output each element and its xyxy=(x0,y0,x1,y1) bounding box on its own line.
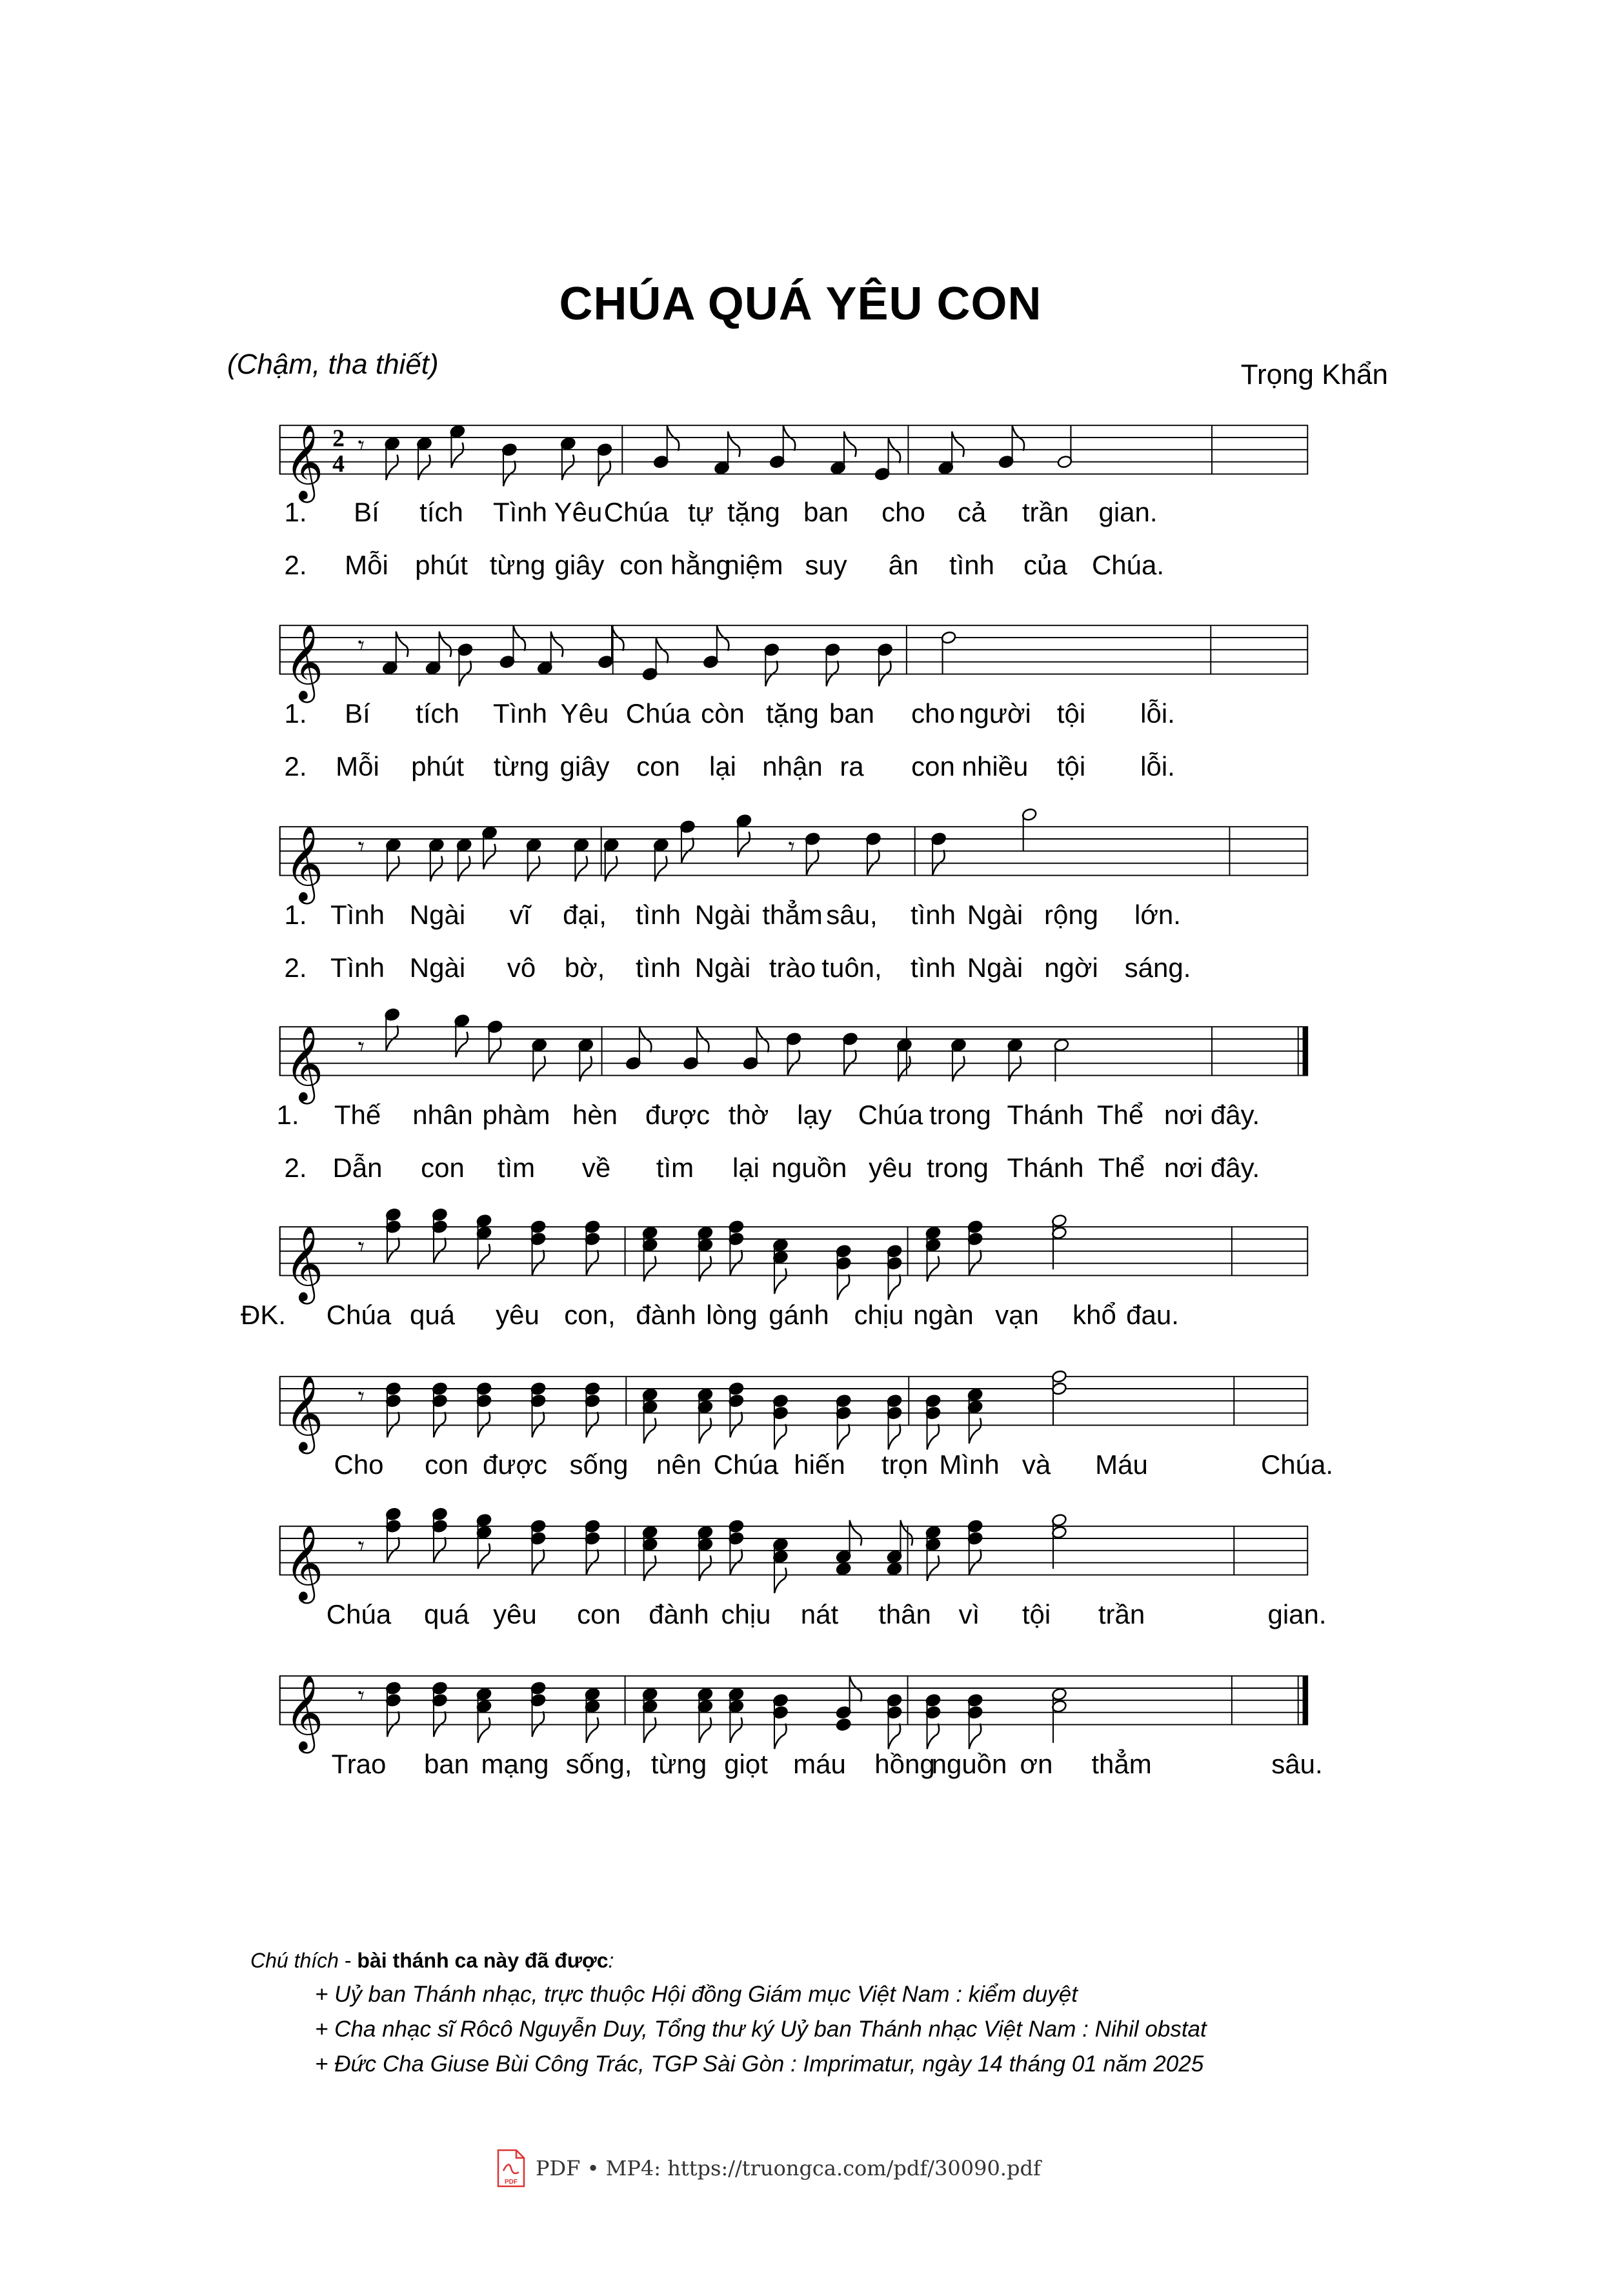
note-flag xyxy=(562,455,574,480)
treble-clef-icon: 𝄞 xyxy=(285,1674,324,1750)
note-item: + Cha nhạc sĩ Rôcô Nguyễn Duy, Tổng thư ký Uỷ ban Thánh nhạc Việt Nam : Nihil obstat xyxy=(315,2017,1207,2042)
lyric-syllable: trọn xyxy=(881,1449,929,1480)
lyric-syllable: người xyxy=(959,698,1031,729)
lyric-syllable: lạy xyxy=(797,1100,832,1130)
lyric-syllable: con xyxy=(619,550,663,580)
lyric-syllable: tặng xyxy=(766,698,819,729)
note-flag xyxy=(644,1717,656,1742)
note-flag xyxy=(927,1724,940,1749)
tempo-marking: (Chậm, tha thiết) xyxy=(227,348,439,380)
harmony-note xyxy=(836,1562,852,1576)
lyric-syllable: Chúa xyxy=(603,497,669,527)
lyric-syllable: của xyxy=(1023,550,1067,580)
lyric-syllable: tội xyxy=(1022,1599,1051,1629)
lyric-syllable: Bí xyxy=(354,497,379,527)
song-title: CHÚA QUÁ YÊU CON xyxy=(559,278,1042,330)
lyric-syllable: thờ xyxy=(728,1100,769,1130)
lyric-syllable: đành xyxy=(636,1300,696,1330)
note-flag xyxy=(699,1418,711,1443)
lyric-syllable: đây. xyxy=(1210,1100,1260,1130)
staff xyxy=(194,808,1394,901)
note-flag xyxy=(605,856,618,881)
lyric-syllable: Dẫn xyxy=(332,1153,383,1183)
lyric-syllable: rộng xyxy=(1043,900,1099,930)
lyric-syllable: sống xyxy=(569,1449,629,1480)
lyric-syllable: Ngài xyxy=(967,900,1023,930)
lyric-syllable: Tình xyxy=(492,497,548,527)
note-flag xyxy=(969,1418,982,1443)
lyric-syllable: 1. xyxy=(284,900,307,930)
lyric-syllable: còn xyxy=(701,698,745,729)
lyric-syllable: Ngài xyxy=(409,900,466,930)
lyric-syllable: chịu xyxy=(854,1300,904,1330)
note-flag xyxy=(927,1424,940,1449)
lyric-syllable: Ngài xyxy=(694,952,751,983)
rest: 𝄾 xyxy=(357,630,365,661)
note-flag xyxy=(456,1032,468,1057)
lyric-syllable: giọt xyxy=(724,1749,768,1779)
lyric-syllable: 2. xyxy=(284,550,307,580)
note-flag xyxy=(478,1544,490,1569)
lyric-syllable: gian. xyxy=(1267,1599,1327,1629)
rest: 𝄾 xyxy=(357,430,365,461)
note-flag xyxy=(889,1274,901,1300)
note-flag xyxy=(774,1268,787,1293)
lyric-syllable: và xyxy=(1022,1449,1051,1480)
treble-clef-icon: 𝄞 xyxy=(285,1025,324,1101)
lyric-syllable: Tình xyxy=(330,952,385,983)
lyric-syllable: Ngài xyxy=(694,900,751,930)
lyric-syllable: cho xyxy=(881,497,925,527)
lyric-syllable: Ngài xyxy=(967,952,1023,983)
notes-separator: - xyxy=(338,1949,357,1972)
lyric-syllable: trong xyxy=(929,1100,991,1130)
lyric-syllable: Tình xyxy=(492,698,548,729)
lyric-syllable: con, xyxy=(564,1300,616,1330)
lyric-syllable: nên xyxy=(656,1449,702,1480)
note-flag xyxy=(478,1244,490,1269)
lyric-syllable: tội xyxy=(1056,698,1086,729)
lyric-syllable: lỗi. xyxy=(1140,698,1175,729)
note-flag xyxy=(952,1056,965,1082)
lyric-syllable: vì xyxy=(958,1599,980,1629)
lyric-syllable: đại, xyxy=(563,900,607,930)
lyric-syllable: vô xyxy=(507,952,536,983)
staff xyxy=(194,607,1394,700)
pdf-file-icon xyxy=(496,2149,527,2188)
lyric-syllable: nhận xyxy=(762,751,823,781)
staff xyxy=(194,1008,1394,1101)
lyric-syllable: trần xyxy=(1022,497,1069,527)
lyric-syllable: sâu, xyxy=(826,900,878,930)
lyric-syllable: 1. xyxy=(284,497,307,527)
lyric-syllable: đây. xyxy=(1210,1153,1260,1183)
lyric-syllable: trào xyxy=(769,952,816,983)
lyric-syllable: yêu xyxy=(496,1300,539,1330)
lyric-syllable: máu xyxy=(793,1749,846,1779)
lyric-syllable: Yêu xyxy=(554,497,603,527)
composer-name: Trọng Khẩn xyxy=(1240,359,1388,390)
harmony-note xyxy=(887,1562,903,1576)
note-flag xyxy=(644,1418,656,1443)
note-flag xyxy=(889,1424,901,1449)
footer[interactable] xyxy=(496,2149,1041,2188)
note-flag xyxy=(850,1520,862,1546)
notes-lead: bài thánh ca này đã được xyxy=(357,1949,609,1972)
rest: 𝄾 xyxy=(357,1032,365,1062)
note-flag xyxy=(655,856,667,881)
lyric-syllable: Thánh xyxy=(1007,1100,1084,1130)
lyric-syllable: con xyxy=(636,751,680,781)
lyric-syllable: nơi xyxy=(1163,1100,1203,1130)
lyric-syllable: cả xyxy=(957,497,987,527)
lyric-syllable: được xyxy=(482,1449,548,1480)
lyric-syllable: hằng xyxy=(670,550,731,580)
note-flag xyxy=(430,856,443,881)
lyric-syllable: Tình xyxy=(330,900,385,930)
note-flag xyxy=(483,844,496,869)
lyric-syllable: ra xyxy=(840,751,864,781)
treble-clef-icon: 𝄞 xyxy=(285,1225,324,1301)
lyric-syllable: tích xyxy=(419,497,463,527)
lyric-syllable: trần xyxy=(1098,1599,1145,1629)
staff xyxy=(194,1358,1394,1451)
note-flag xyxy=(439,632,452,657)
lyric-syllable: con xyxy=(577,1599,621,1629)
lyric-syllable: Chúa. xyxy=(1260,1449,1334,1480)
lyric-syllable: tình xyxy=(949,550,995,580)
final-barline-thick xyxy=(1303,1676,1309,1724)
lyric-syllable: gian. xyxy=(1098,497,1158,527)
lyric-syllable: suy xyxy=(805,550,847,580)
staff xyxy=(194,1657,1394,1750)
lyric-syllable: hồng xyxy=(874,1749,935,1779)
lyric-syllable: tự xyxy=(688,497,714,527)
lyric-syllable: lòng xyxy=(706,1300,758,1330)
lyric-syllable: nhân xyxy=(412,1100,473,1130)
lyric-syllable: 1. xyxy=(284,698,307,729)
lyric-syllable: lại xyxy=(732,1153,760,1183)
rest: 𝄾 xyxy=(357,1382,365,1412)
lyric-syllable: ngời xyxy=(1044,952,1098,983)
lyric-syllable: bờ, xyxy=(564,952,605,983)
lyric-syllable: 2. xyxy=(284,1153,307,1183)
lyric-syllable: ĐK. xyxy=(240,1300,287,1330)
lyric-syllable: từng xyxy=(493,751,550,781)
lyric-syllable: Chúa xyxy=(858,1100,923,1130)
staff xyxy=(194,407,1394,499)
lyric-syllable: Ngài xyxy=(409,952,466,983)
lyric-syllable: lớn. xyxy=(1134,900,1181,930)
lyric-syllable: 1. xyxy=(276,1100,299,1130)
notes-label: Chú thích xyxy=(250,1949,339,1972)
lyric-syllable: khổ xyxy=(1072,1300,1116,1330)
lyric-syllable: từng xyxy=(489,550,546,580)
lyric-syllable: thân xyxy=(878,1599,931,1629)
note-flag xyxy=(587,1717,599,1742)
lyric-syllable: Mỗi xyxy=(336,751,379,781)
lyric-syllable: Mình xyxy=(939,1449,1000,1480)
lyric-syllable: đành xyxy=(649,1599,709,1629)
lyric-syllable: sâu. xyxy=(1271,1749,1323,1779)
lyric-syllable: Thể xyxy=(1098,1153,1145,1183)
note-flag xyxy=(699,1556,711,1581)
lyric-syllable: vạn xyxy=(995,1300,1039,1330)
harmony-note xyxy=(836,1718,852,1732)
treble-clef-icon: 𝄞 xyxy=(285,423,324,499)
note-flag xyxy=(551,632,563,657)
lyric-syllable: tặng xyxy=(727,497,780,527)
rest: 𝄾 xyxy=(357,1681,365,1711)
note-flag xyxy=(386,455,398,480)
lyric-syllable: nát xyxy=(800,1599,839,1629)
lyric-syllable: được xyxy=(645,1100,710,1130)
lyric-syllable: trong xyxy=(927,1153,989,1183)
lyric-syllable: tội xyxy=(1056,751,1086,781)
note-flag xyxy=(579,1056,592,1082)
time-signature-top: 2 xyxy=(332,425,345,452)
lyric-syllable: phút xyxy=(411,751,464,781)
lyric-syllable: tìm xyxy=(656,1153,694,1183)
lyric-syllable: lỗi. xyxy=(1140,751,1175,781)
lyric-syllable: niệm xyxy=(724,550,783,580)
note-flag xyxy=(644,1256,656,1282)
lyric-syllable: ngàn xyxy=(913,1300,974,1330)
lyric-syllable: yêu xyxy=(869,1153,912,1183)
lyric-syllable: chịu xyxy=(721,1599,771,1629)
note-flag xyxy=(898,1056,911,1082)
lyric-syllable: Thể xyxy=(1096,1100,1144,1130)
lyric-syllable: thẳm xyxy=(1091,1749,1152,1779)
lyric-syllable: sống, xyxy=(565,1749,632,1779)
treble-clef-icon: 𝄞 xyxy=(285,825,324,901)
final-barline-thick xyxy=(1303,1027,1309,1075)
note-flag xyxy=(927,1256,940,1282)
lyric-syllable: tình xyxy=(635,952,681,983)
note-flag xyxy=(528,856,540,881)
lyric-syllable: Thánh xyxy=(1007,1153,1084,1183)
staff xyxy=(194,1507,1394,1600)
lyric-syllable: Yêu xyxy=(560,698,609,729)
lyric-syllable: hiến xyxy=(794,1449,845,1480)
note-flag xyxy=(969,1724,982,1749)
note-item: + Uỷ ban Thánh nhạc, trực thuộc Hội đồng Giám mục Việt Nam : kiểm duyệt xyxy=(315,1982,1078,2007)
note-flag xyxy=(927,1556,940,1581)
note-flag xyxy=(838,1424,850,1449)
lyric-syllable: sáng. xyxy=(1124,952,1191,983)
lyric-syllable: nguồn xyxy=(931,1749,1007,1779)
note-flag xyxy=(774,1567,787,1593)
lyric-syllable: Máu xyxy=(1095,1449,1148,1480)
note-flag xyxy=(728,432,740,457)
notes-heading xyxy=(250,1949,1207,1973)
note-flag xyxy=(1009,1056,1021,1082)
note-item: + Đức Cha Giuse Bùi Công Trác, TGP Sài Gòn : Imprimatur, ngày 14 tháng 01 năm 2025 xyxy=(315,2051,1204,2077)
notes-block xyxy=(250,1949,1207,2086)
note-flag xyxy=(533,1056,545,1082)
note-flag xyxy=(838,1274,850,1300)
note-flag xyxy=(575,856,587,881)
lyric-syllable: thẳm xyxy=(762,900,823,930)
staff xyxy=(194,1208,1394,1301)
lyric-syllable: ân xyxy=(888,550,919,580)
note-flag xyxy=(889,1724,901,1749)
treble-clef-icon: 𝄞 xyxy=(285,623,324,700)
lyric-syllable: hèn xyxy=(572,1100,618,1130)
lyric-syllable: giây xyxy=(559,751,610,781)
lyric-syllable: ban xyxy=(829,698,875,729)
lyric-syllable: Thế xyxy=(334,1100,381,1130)
rest: 𝄾 xyxy=(357,832,365,862)
note-flag xyxy=(952,432,964,457)
lyric-syllable: yêu xyxy=(493,1599,537,1629)
note-flag xyxy=(478,1717,490,1742)
lyric-syllable: Chúa. xyxy=(1091,550,1165,580)
lyric-syllable: nguồn xyxy=(771,1153,847,1183)
note-flag xyxy=(458,856,470,881)
lyric-syllable: đau. xyxy=(1126,1300,1179,1330)
lyric-syllable: tích xyxy=(416,698,459,729)
notes-colon: : xyxy=(608,1949,614,1972)
treble-clef-icon: 𝄞 xyxy=(285,1524,324,1600)
lyric-syllable: con xyxy=(911,751,955,781)
lyric-syllable: phàm xyxy=(482,1100,550,1130)
lyric-syllable: giây xyxy=(554,550,605,580)
lyric-syllable: con xyxy=(421,1153,465,1183)
lyric-syllable: Chúa xyxy=(326,1599,392,1629)
lyric-syllable: Cho xyxy=(334,1449,384,1480)
lyric-syllable: Chúa xyxy=(326,1300,392,1330)
lyric-syllable: tình xyxy=(910,952,956,983)
treble-clef-icon: 𝄞 xyxy=(285,1375,324,1451)
lyric-syllable: Bí xyxy=(345,698,370,729)
lyric-syllable: ban xyxy=(423,1749,470,1779)
footer-link[interactable]: PDF • MP4: https://truongca.com/pdf/30090.pdf xyxy=(536,2156,1041,2180)
lyric-syllable: cho xyxy=(911,698,955,729)
lyric-syllable: tìm xyxy=(497,1153,536,1183)
lyric-syllable: ban xyxy=(803,497,849,527)
lyric-syllable: quá xyxy=(409,1300,456,1330)
note-flag xyxy=(900,1520,912,1546)
lyric-syllable: Chúa xyxy=(625,698,691,729)
lyric-syllable: tình xyxy=(910,900,956,930)
note-flag xyxy=(396,632,408,657)
lyric-syllable: về xyxy=(581,1153,611,1183)
lyric-syllable: Trao xyxy=(331,1749,387,1779)
note-flag xyxy=(644,1556,656,1581)
lyric-syllable: nơi xyxy=(1163,1153,1203,1183)
note-flag xyxy=(844,432,856,457)
time-signature-bottom: 4 xyxy=(332,450,345,478)
lyric-syllable: con xyxy=(425,1449,468,1480)
lyric-syllable: vĩ xyxy=(509,900,531,930)
note-flag xyxy=(699,1717,711,1742)
lyric-syllable: 2. xyxy=(284,952,307,983)
pdf-icon-label: PDF xyxy=(505,2179,518,2186)
lyric-syllable: mạng xyxy=(481,1749,549,1779)
lyric-syllable: từng xyxy=(650,1749,707,1779)
lyric-syllable: tình xyxy=(635,900,681,930)
lyric-syllable: gánh xyxy=(769,1300,829,1330)
rest: 𝄾 xyxy=(357,1531,365,1562)
note-flag xyxy=(774,1424,787,1449)
note-flag xyxy=(418,455,430,480)
note-flag xyxy=(451,443,463,468)
lyric-syllable: quá xyxy=(423,1599,470,1629)
lyric-syllable: ơn xyxy=(1020,1749,1053,1779)
lyric-syllable: Chúa xyxy=(713,1449,779,1480)
lyric-syllable: lại xyxy=(709,751,737,781)
note-flag xyxy=(730,1717,742,1742)
rest: 𝄾 xyxy=(357,1232,365,1262)
note-flag xyxy=(774,1724,787,1749)
lyric-syllable: Mỗi xyxy=(345,550,388,580)
lyric-syllable: tuôn, xyxy=(821,952,882,983)
lyric-syllable: 2. xyxy=(284,751,307,781)
lyric-syllable: phút xyxy=(415,550,468,580)
note-flag xyxy=(387,856,399,881)
lyric-syllable: nhiều xyxy=(962,751,1029,781)
note-flag xyxy=(699,1256,711,1282)
rest: 𝄾 xyxy=(788,832,795,862)
note-flag xyxy=(738,832,750,857)
